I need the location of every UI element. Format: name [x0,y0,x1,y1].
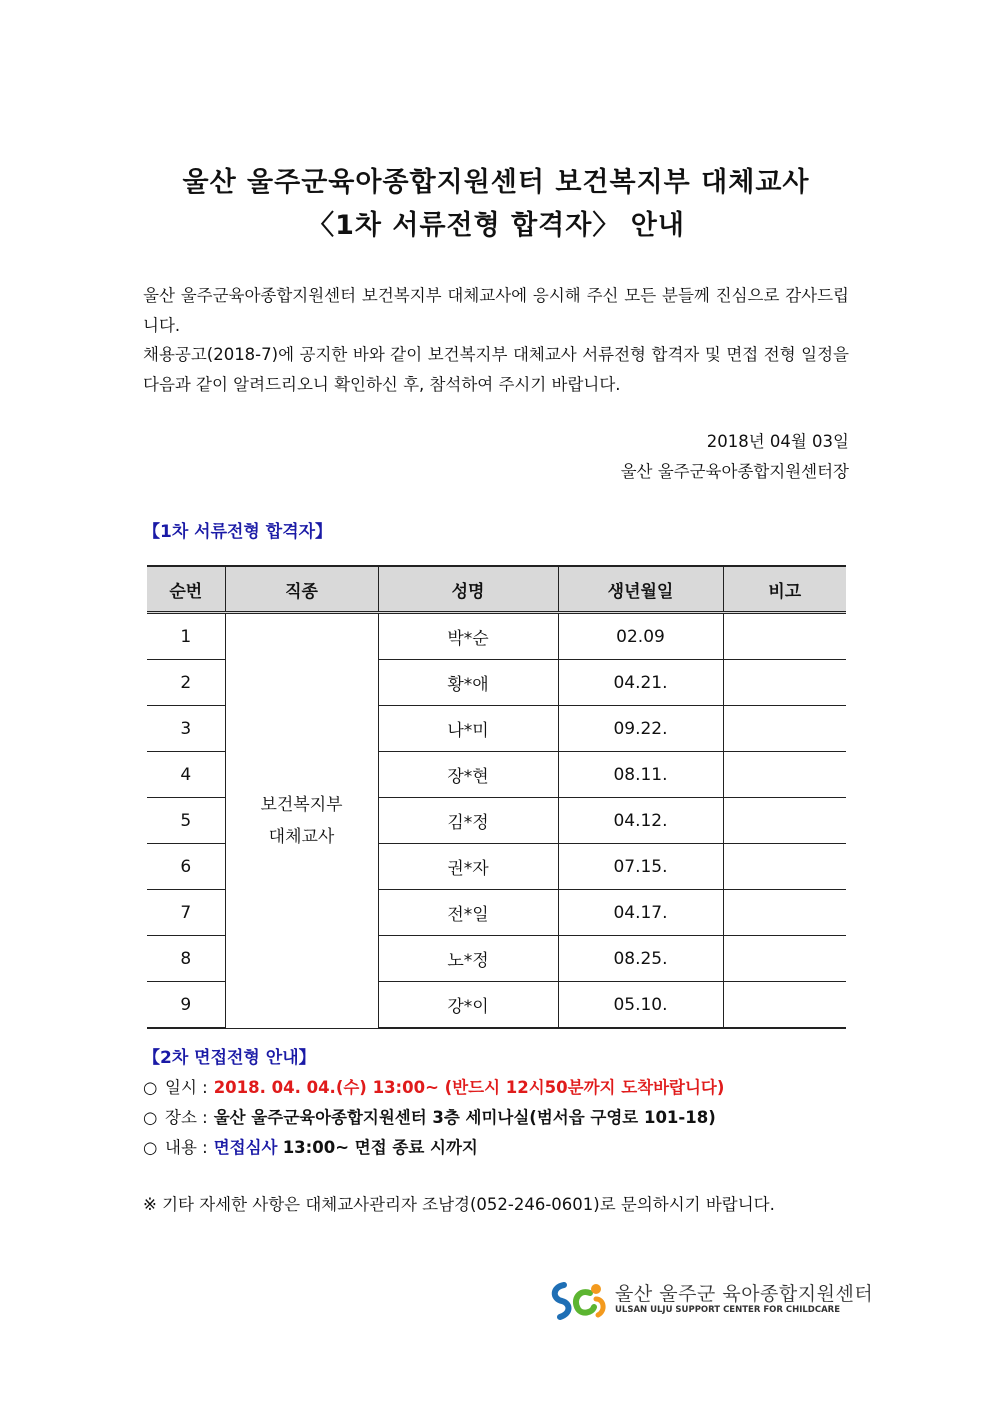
job-line2: 대체교사 [268,826,335,847]
cell-name: 김*정 [378,798,558,844]
cell-name: 노*정 [378,936,558,982]
cell-note [723,706,846,752]
table-header-row [147,566,846,613]
signer: 울산 울주군육아종합지원센터장 [620,462,849,481]
document-title-line1: 울산 울주군육아종합지원센터 보건복지부 대체교사 [182,167,810,198]
cell-note [723,844,846,890]
cell-no: 1 [147,613,225,660]
interview-content-label: 내용 : [165,1138,208,1157]
cell-no: 6 [147,844,225,890]
cell-birth: 05.10. [558,982,723,1029]
logo-subtitle: ULSAN ULJU SUPPORT CENTER FOR CHILDCARE [615,1305,841,1315]
section-heading-interview: 【2차 면접전형 안내】 [143,1048,316,1068]
cell-name: 장*현 [378,752,558,798]
intro-paragraph-2: 채용공고(2018-7)에 공지한 바와 같이 보건복지부 대체교사 서류전형 합격자 및 면접 전형 일정을 다음과 같이 알려드리오니 확인하신 후, 참석하여 주시기 바랍니다. [143,345,849,394]
interview-place-label: 장소 : [165,1108,208,1127]
cell-no: 8 [147,936,225,982]
header-job: 직종 [225,566,378,613]
cell-birth: 02.09 [558,613,723,660]
cell-birth: 04.21. [558,660,723,706]
cell-birth: 09.22. [558,706,723,752]
cell-birth: 07.15. [558,844,723,890]
section-heading-document-screening: 【1차 서류전형 합격자】 [143,522,333,542]
cell-note [723,936,846,982]
cell-name: 권*자 [378,844,558,890]
interview-content-line [143,1134,478,1158]
cell-no: 9 [147,982,225,1029]
cell-birth: 08.25. [558,936,723,982]
logo-name: 울산 울주군 육아종합지원센터 [615,1283,874,1305]
cell-note [723,982,846,1029]
cell-name: 나*미 [378,706,558,752]
passers-table [147,565,846,1029]
interview-date-value: 2018. 04. 04.(수) 13:00~ (반드시 12시50분까지 도착바랍니다) [213,1078,725,1097]
cell-note [723,890,846,936]
interview-content-rest: 13:00~ 면접 종료 시까지 [282,1138,478,1157]
document-title-line2: 〈1차 서류전형 합격자〉 안내 [307,210,685,241]
header-note: 비고 [723,566,846,613]
interview-date-label: 일시 : [165,1078,208,1097]
header-name: 성명 [378,566,558,613]
cell-note [723,613,846,660]
cell-birth: 08.11. [558,752,723,798]
announcement-date: 2018년 04월 03일 [706,432,849,451]
interview-content-highlight: 면접심사 [213,1138,278,1157]
cell-note [723,660,846,706]
cell-no: 5 [147,798,225,844]
cell-no: 3 [147,706,225,752]
cell-note [723,798,846,844]
cell-no: 4 [147,752,225,798]
cell-no: 2 [147,660,225,706]
cell-name: 강*이 [378,982,558,1029]
cell-name: 황*애 [378,660,558,706]
intro-paragraph-1: 울산 울주군육아종합지원센터 보건복지부 대체교사에 응시해 주신 모든 분들께 진심으로 감사드립니다. [143,286,849,335]
table-row [147,613,846,660]
contact-note: ※ 기타 자세한 사항은 대체교사관리자 조남경(052-246-0601)로 문의하시기 바랍니다. [143,1195,775,1214]
job-line1: 보건복지부 [260,794,343,815]
cell-name: 전*일 [378,890,558,936]
interview-place-line [143,1104,716,1128]
header-no: 순번 [147,566,225,613]
cell-birth: 04.12. [558,798,723,844]
cell-no: 7 [147,890,225,936]
bullet-circle-icon: ○ [143,1078,158,1097]
cell-job-merged [225,613,378,1029]
interview-date-line [143,1074,724,1098]
cell-birth: 04.17. [558,890,723,936]
cell-name: 박*순 [378,613,558,660]
header-birth: 생년월일 [558,566,723,613]
interview-place-value: 울산 울주군육아종합지원센터 3층 세미나실(범서읍 구영로 101-18) [213,1108,716,1127]
bullet-circle-icon: ○ [143,1108,158,1127]
bullet-circle-icon: ○ [143,1138,158,1157]
cell-note [723,752,846,798]
